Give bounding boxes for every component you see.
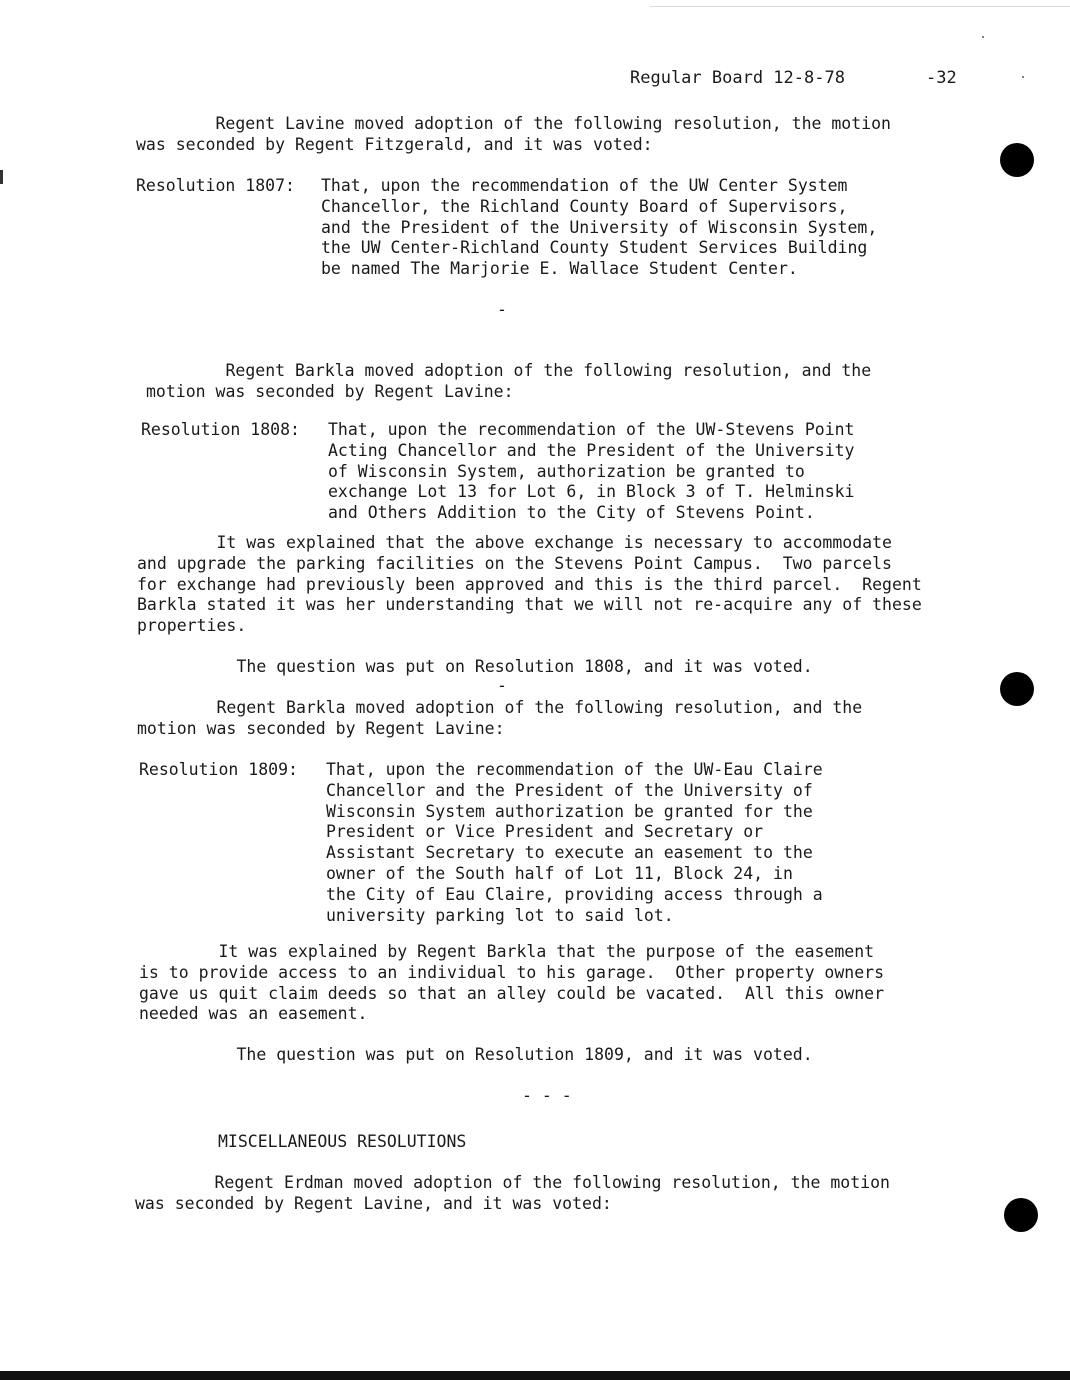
scan-bottom-edge [0,1371,1070,1380]
resolution-1807-label: Resolution 1807: [136,176,295,195]
punch-hole [1000,672,1034,706]
scan-speck [982,36,984,38]
header-board-date: Regular Board 12-8-78 [630,68,845,88]
punch-hole [1000,143,1034,177]
separator-dash: - [497,676,507,695]
section-heading: MISCELLANEOUS RESOLUTIONS [218,1132,467,1151]
paragraph-barkla-motion-1: Regent Barkla moved adoption of the following resolution, and the motion was seconded by Regent Lavine: [146,361,872,401]
resolution-1808-text: That, upon the recommendation of the UW-Stevens Point Acting Chancellor and the President of the University of Wisconsin System, authorization be granted to exchange Lot 13 for Lot 6, in Block 3 of T. Helminski and Others Addition to the City of Stevens Point. [328,420,855,523]
header-page-number: -32 [926,68,957,88]
resolution-1809-label: Resolution 1809: [139,760,298,779]
resolution-1808-label: Resolution 1808: [141,420,300,439]
paragraph-vote-1809: The question was put on Resolution 1809, and it was voted. [157,1045,813,1064]
scan-left-mark [0,170,3,184]
scan-top-edge [650,6,1070,7]
paragraph-lavine-motion: Regent Lavine moved adoption of the following resolution, the motion was seconded by Regent Fitzgerald, and it was voted: [136,114,891,154]
scan-speck [1022,76,1024,78]
separator-dash: - [497,300,507,319]
paragraph-erdman-motion: Regent Erdman moved adoption of the following resolution, the motion was seconded by Regent Lavine, and it was voted: [135,1173,890,1213]
separator-dashes: - - - [522,1086,572,1105]
paragraph-barkla-motion-2: Regent Barkla moved adoption of the following resolution, and the motion was seconded by Regent Lavine: [137,698,863,738]
paragraph-easement-explanation: It was explained by Regent Barkla that the purpose of the easement is to provide access to an individual to his garage. Other property owners gave us quit claim deeds so that an alley could be vacated. All this owner needed was an easement. [139,942,885,1024]
punch-hole [1004,1198,1038,1232]
resolution-1809-text: That, upon the recommendation of the UW-Eau Claire Chancellor and the President of the University of Wisconsin System authorization be granted for the President or Vice President and Secretary or Assistant Secretary to execute an easement to the owner of the South half of Lot 11, Block 24, in the City of Eau Claire, providing access through a university parking lot to said lot. [326,760,823,925]
paragraph-vote-1808: The question was put on Resolution 1808, and it was voted. [157,657,813,676]
paragraph-exchange-explanation: It was explained that the above exchange is necessary to accommodate and upgrade the parking facilities on the Stevens Point Campus. Two parcels for exchange had previously been approved and this is the third parcel. Regent Barkla stated it was her understanding that we will not re-acquire any of these properties. [137,533,922,636]
resolution-1807-text: That, upon the recommendation of the UW Center System Chancellor, the Richland County Board of Supervisors, and the President of the University of Wisconsin System, the UW Center-Richland County Student Services Building be named The Marjorie E. Wallace Student Center. [321,176,878,279]
